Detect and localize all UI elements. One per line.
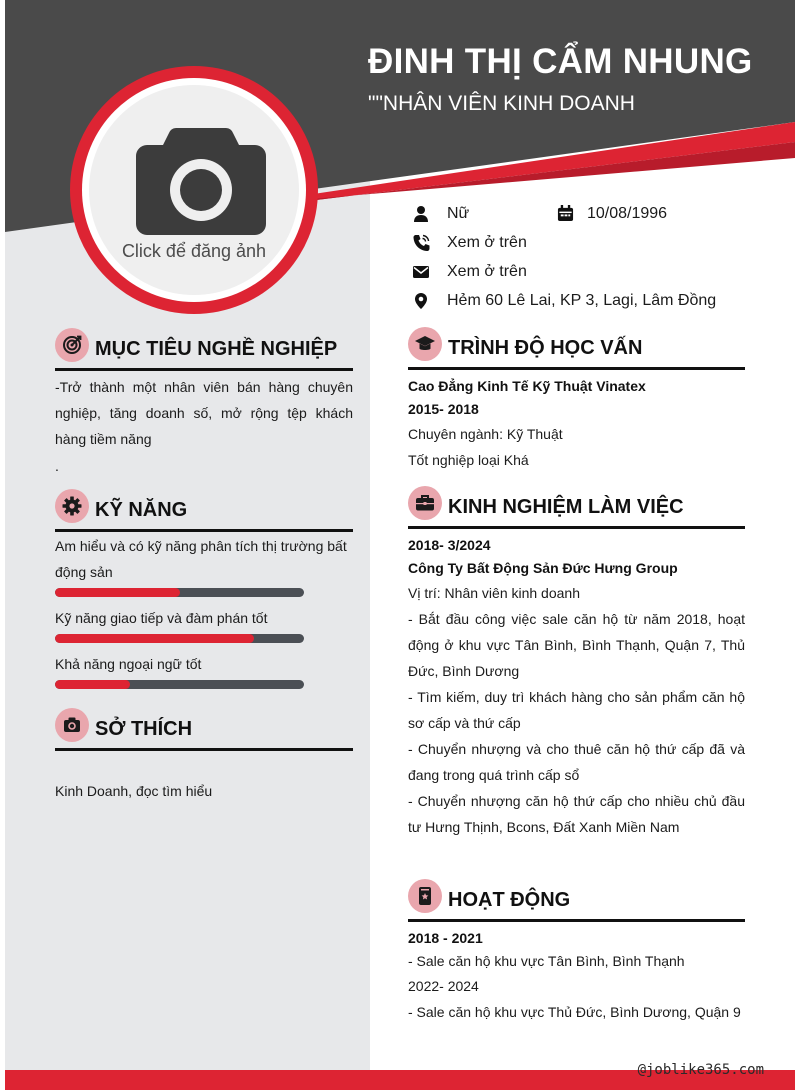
experience-description: - Bắt đầu công việc sale căn hộ từ năm 2018, hoạt động ở khu vực Tân Bình, Bình Thạnh, Quận 7, Thủ Đức, Bình Dương - Tìm kiếm, duy trì khách hàng cho sản phẩm căn hộ sơ cấp và thứ cấp - Chuyển nhượng và cho thuê căn hộ thứ cấp đã và đang trong quá trình cấp sổ - Chuyển nhượng căn hộ thứ cấp cho nhiều chủ đầu tư Hưng Thịnh, Bcons, Đất Xanh Miền Nam <box>408 611 745 835</box>
skill-label: Am hiểu và có kỹ năng phân tích thị trường bất động sản <box>55 538 347 580</box>
education-period: 2015- 2018 <box>408 401 479 417</box>
hobbies-title: SỞ THÍCH <box>95 718 193 740</box>
contact-phone <box>412 231 712 255</box>
objective-extra: . <box>55 458 59 474</box>
skill-label: Khả năng ngoại ngữ tốt <box>55 656 202 672</box>
contact-gender <box>412 202 542 226</box>
briefcase-icon <box>408 486 442 520</box>
section-activities-header <box>408 882 745 922</box>
gender-value: Nữ <box>447 205 470 222</box>
contact-address <box>412 289 772 313</box>
contact-birthday <box>557 202 717 226</box>
activities-title: HOẠT ĐỘNG <box>448 889 571 911</box>
target-icon <box>55 328 89 362</box>
person-icon <box>412 205 430 223</box>
phone-icon <box>412 234 430 252</box>
section-hobbies-header <box>55 711 353 751</box>
skill-bar <box>55 634 304 643</box>
objective-title: MỤC TIÊU NGHỀ NGHIỆP <box>95 338 338 360</box>
objective-text: -Trở thành một nhân viên bán hàng chuyên nghiệp, tăng doanh số, mở rộng tệp khách hàng tiềm năng <box>55 379 353 447</box>
experience-company: Công Ty Bất Động Sản Đức Hưng Group <box>408 560 678 576</box>
camera-icon <box>136 124 266 236</box>
education-grade: Tốt nghiệp loại Khá <box>408 452 529 468</box>
photo-placeholder[interactable] <box>89 85 299 295</box>
location-pin-icon <box>412 292 430 310</box>
skill-bar-fill <box>55 680 130 689</box>
activity-period: 2018 - 2021 <box>408 930 483 946</box>
skill-bar <box>55 588 304 597</box>
graduation-cap-icon <box>408 327 442 361</box>
medal-icon <box>408 879 442 913</box>
address-value: Hẻm 60 Lê Lai, KP 3, Lagi, Lâm Đồng <box>447 292 717 309</box>
skill-bar <box>55 680 304 689</box>
skill-bar-fill <box>55 634 254 643</box>
experience-period: 2018- 3/2024 <box>408 537 491 553</box>
skill-label: Kỹ năng giao tiếp và đàm phán tốt <box>55 610 268 626</box>
experience-title: KINH NGHIỆM LÀM VIỆC <box>448 496 684 518</box>
education-school: Cao Đẳng Kinh Tế Kỹ Thuật Vinatex <box>408 378 646 394</box>
phone-value: Xem ở trên <box>447 234 527 251</box>
profile-photo-frame[interactable] <box>70 66 318 314</box>
contact-email <box>412 260 712 284</box>
camera-small-icon <box>55 708 89 742</box>
calendar-icon <box>557 205 574 222</box>
section-education-header <box>408 330 745 370</box>
birthday-value: 10/08/1996 <box>587 205 668 222</box>
photo-upload-caption[interactable]: Click để đăng ảnh <box>121 241 267 261</box>
activity-detail: - Sale căn hộ khu vực Tân Bình, Bình Thạnh <box>408 953 685 969</box>
email-value: Xem ở trên <box>447 263 527 280</box>
activity-period: 2022- 2024 <box>408 978 479 994</box>
education-title: TRÌNH ĐỘ HỌC VẤN <box>448 337 643 359</box>
skill-bar-fill <box>55 588 180 597</box>
gear-icon <box>55 489 89 523</box>
education-major: Chuyên ngành: Kỹ Thuật <box>408 426 563 442</box>
activity-detail: - Sale căn hộ khu vực Thủ Đức, Bình Dương, Quận 9 <box>408 1004 741 1020</box>
section-objective-header <box>55 331 353 371</box>
section-experience-header <box>408 489 745 529</box>
watermark: @joblike365.com <box>637 1062 764 1078</box>
skills-title: KỸ NĂNG <box>95 499 188 521</box>
mail-icon <box>412 263 430 281</box>
candidate-job-title: ""NHÂN VIÊN KINH DOANH <box>368 92 635 115</box>
section-skills-header <box>55 492 353 532</box>
candidate-name: ĐINH THỊ CẨM NHUNG <box>368 42 753 81</box>
experience-position: Vị trí: Nhân viên kinh doanh <box>408 585 580 601</box>
hobbies-text: Kinh Doanh, đọc tìm hiểu <box>55 783 213 799</box>
